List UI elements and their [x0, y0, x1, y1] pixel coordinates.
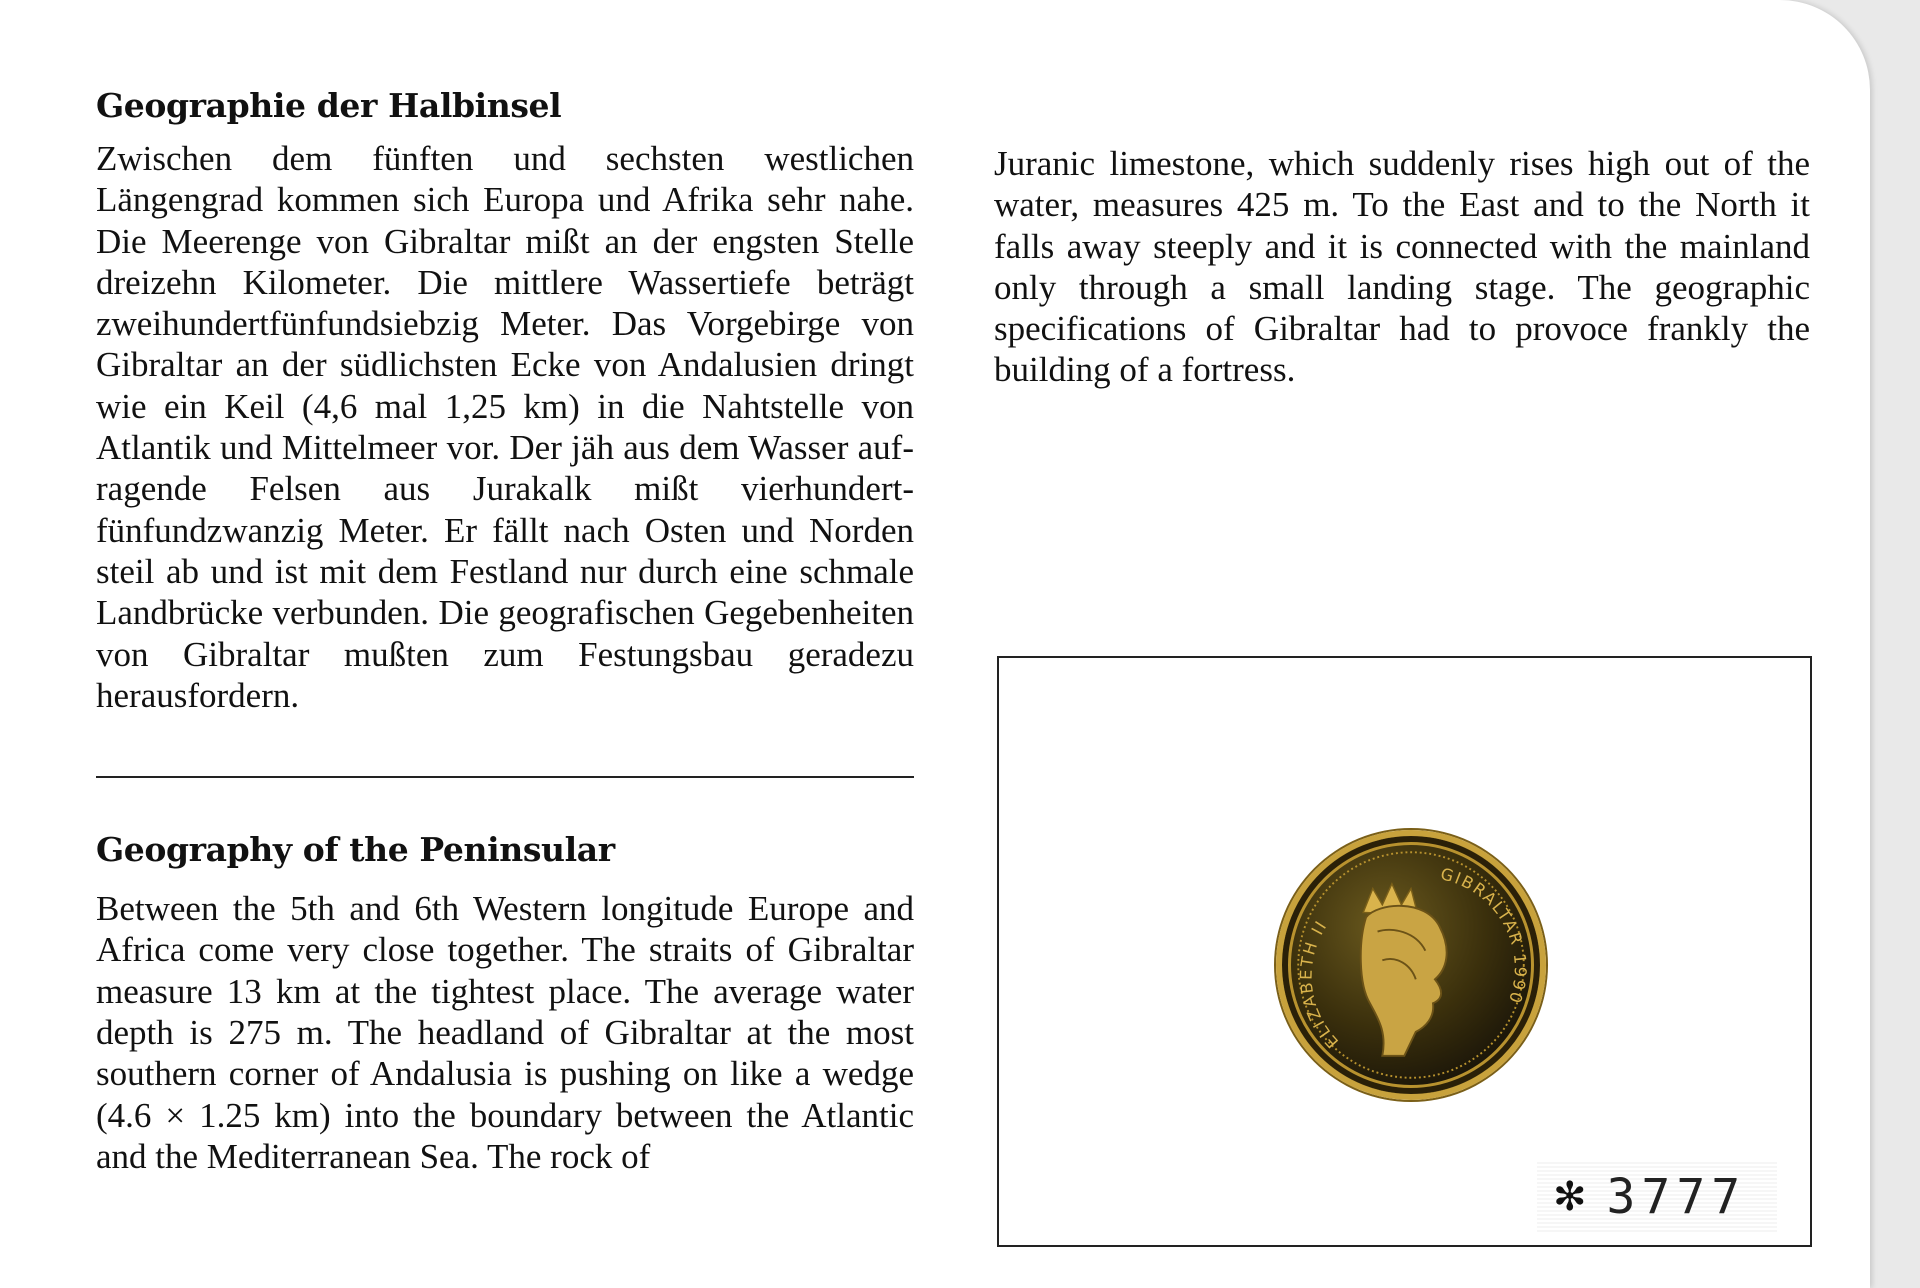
coin-legend-right: GIBRALTAR 1990 [1438, 864, 1530, 1008]
queen-portrait-icon [1282, 836, 1540, 1094]
german-body-text: Zwischen dem fünften und sechsten westlichen Längengrad kommen sich Europa und Afrika sehr nahe. Die Meerenge von Gibraltar mißt an der engsten Stelle dreizehn Kilometer. Die mittlere Wassertiefe beträgt zweihundertfünfundsiebzig Meter. Das Vorgebirge von Gibraltar an der südlichsten Ecke von Andalusien dringt wie ein Keil (4,6 mal 1,25 km) in die Nahtstelle von Atlantik und Mittelmeer vor. Der jäh aus dem Wasser aufragende Felsen aus Jurakalk mißt vierhundertfünfundzwanzig Meter. Er fällt nach Osten und Norden steil ab und ist mit dem Festland nur durch eine schmale Landbrücke verbunden. Die geografischen Gegebenheiten von Gibraltar mußten zum Festungsbau geradezu herausfordern. [96, 139, 914, 715]
serial-number: 3777 [1606, 1169, 1747, 1225]
coin-image [1276, 830, 1546, 1100]
svg-text:GIBRALTAR 1990 [1439, 864, 1530, 1007]
left-column [96, 86, 914, 1177]
asterisk-icon: ✻ [1553, 1174, 1587, 1220]
coin-legend-left: ELIZABETH II [1296, 916, 1343, 1052]
serial-number-label [1537, 1162, 1777, 1232]
english-heading: Geography of the Peninsular [96, 830, 615, 870]
svg-text:ELIZABETH II [1297, 916, 1343, 1051]
english-body-text: Between the 5th and 6th Western longitude Europe and Africa come very close together. The straits of Gibraltar measure 13 km at the tightest place. The average water depth is 275 m. The headland of Gibraltar at the most southern corner of Andalusia is pushing on like a wedge (4.6 × 1.25 km) into the boundary between the Atlantic and the Mediterranean Sea. The rock of [96, 889, 914, 1176]
german-heading: Geographie der Halbinsel [96, 86, 562, 125]
english-body-continued: Juranic limestone, which suddenly rises high out of the water, measures 425 m. To the East and to the North it falls away steeply and it is connected with the mainland only through a small landing stage. The geographic specifications of Gibraltar had to provoce frankly the building of a fortress. [994, 144, 1810, 390]
section-divider [96, 776, 914, 778]
coin-frame [997, 656, 1812, 1247]
right-column [994, 143, 1810, 391]
